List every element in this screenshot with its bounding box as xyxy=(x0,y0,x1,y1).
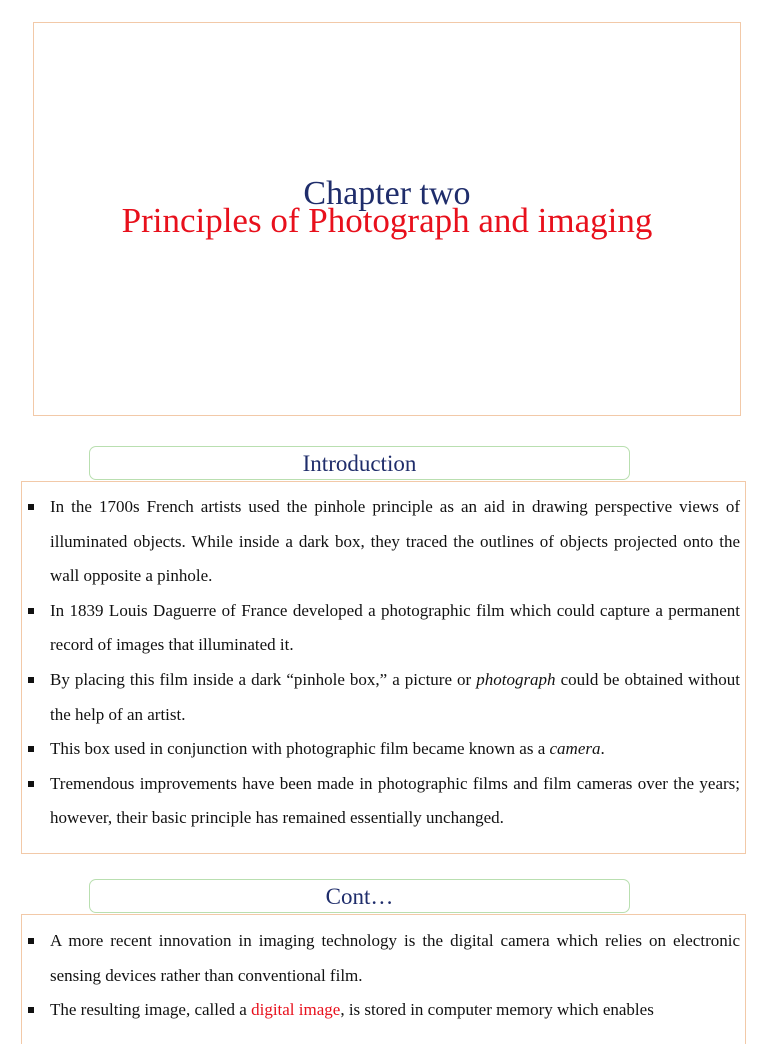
cont-heading: Cont… xyxy=(89,879,630,913)
list-item xyxy=(50,663,740,732)
introduction-content xyxy=(21,481,746,854)
list-item-text: , is stored in computer memory which enables xyxy=(340,1000,654,1020)
list-item: In 1839 Louis Daguerre of France developed a photographic film which could capture a permanent record of images that illuminated it. xyxy=(50,594,740,663)
introduction-bullet-list xyxy=(50,490,740,836)
cont-bullet-list xyxy=(50,924,740,1028)
list-item xyxy=(50,732,740,767)
list-item-text: could be obtained without the help of an artist. xyxy=(50,669,740,724)
italic-term: photograph xyxy=(476,669,556,689)
list-item-text: This box used in conjunction with photographic film became known as a xyxy=(50,739,550,759)
title-slide xyxy=(33,22,741,416)
italic-term: camera xyxy=(549,739,601,759)
highlighted-term: digital image xyxy=(251,1000,341,1020)
chapter-title: Chapter two xyxy=(303,175,471,212)
list-item-text: . xyxy=(600,739,605,759)
cont-content xyxy=(21,914,746,1044)
list-item: In the 1700s French artists used the pinhole principle as an aid in drawing perspective views of illuminated objects. While inside a dark box, they traced the outlines of objects projected onto the wall opposite a pinhole. xyxy=(50,490,740,594)
introduction-heading: Introduction xyxy=(89,446,630,480)
list-item xyxy=(50,993,740,1028)
list-item: A more recent innovation in imaging technology is the digital camera which relies on electronic sensing devices rather than conventional film. xyxy=(50,924,740,993)
list-item-text: The resulting image, called a xyxy=(50,1000,252,1020)
list-item: Tremendous improvements have been made in photographic films and film cameras over the years; however, their basic principle has remained essentially unchanged. xyxy=(50,767,740,836)
list-item-text: By placing this film inside a dark “pinhole box,” a picture or xyxy=(50,669,477,689)
chapter-subtitle: Principles of Photograph and imaging xyxy=(121,201,653,240)
